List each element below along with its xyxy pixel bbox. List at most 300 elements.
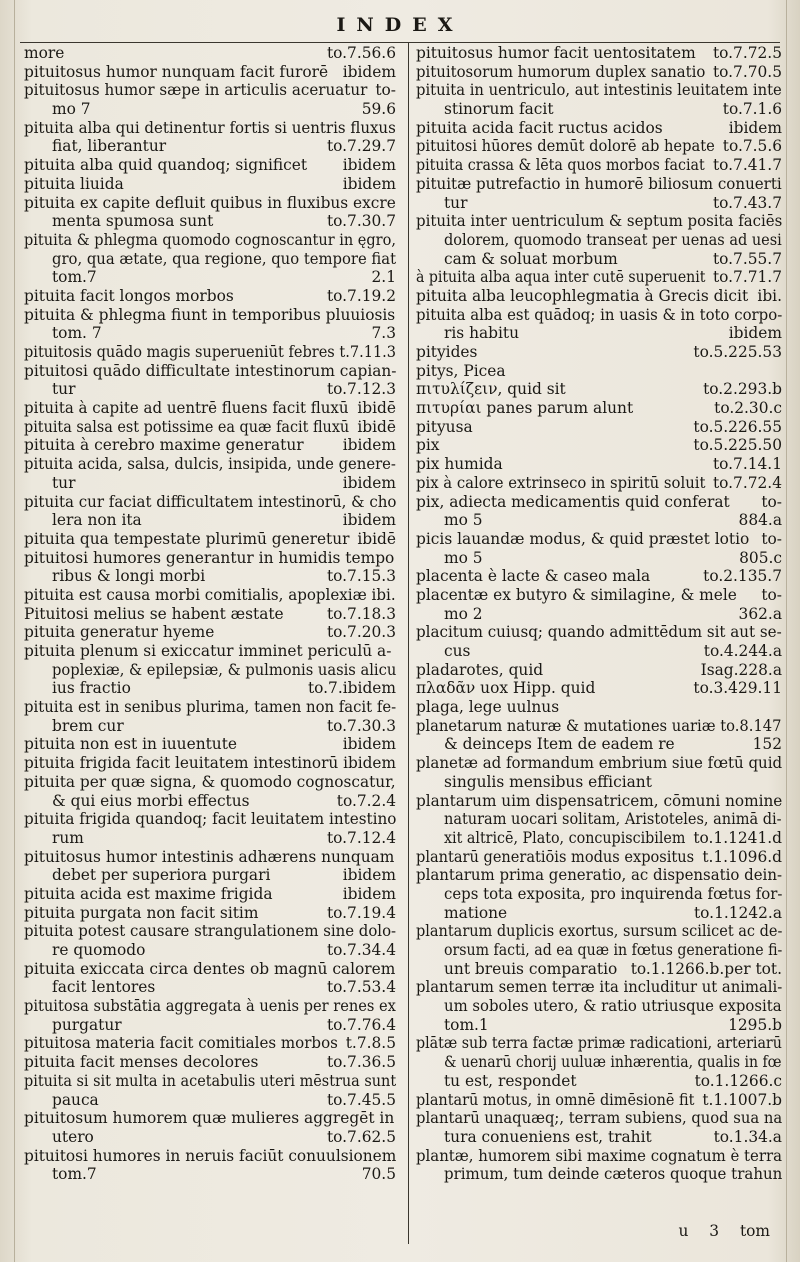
- index-entry-line: [416, 306, 782, 325]
- index-entry-line: [416, 455, 782, 474]
- index-entry-line: [24, 119, 396, 138]
- entry-text: πιτυλίζειν, quid sit: [416, 380, 566, 399]
- entry-text: pituita & phlegma fiunt in temporibus pluuiosis: [24, 305, 396, 324]
- entry-text: & uenarū chorij uuluæ inhærentia, qualis in fœ: [444, 1053, 782, 1072]
- index-entry-line: [24, 1091, 396, 1110]
- entry-text: pituitosus humor facit uentositatem: [416, 44, 696, 62]
- page-footer: [678, 1222, 770, 1240]
- entry-reference: to.2.30.c: [714, 399, 782, 418]
- entry-text: picis lauandæ modus, & quid præstet lotio: [416, 529, 750, 548]
- index-entry-line: [24, 1147, 396, 1166]
- entry-text: pituitosi hūores demūt dolorē ab hepate: [416, 137, 715, 156]
- entry-reference: to.7.19.2: [326, 286, 396, 305]
- index-entry-line: [416, 511, 782, 530]
- entry-reference: to.5.226.55: [693, 417, 782, 436]
- entry-text: singulis mensibus efficiant: [444, 772, 652, 791]
- entry-text: ribus & longi morbi: [52, 567, 206, 586]
- entry-reference: ibidem: [342, 735, 396, 754]
- index-entry-line: [24, 287, 396, 306]
- entry-text: plantarum duplicis exortus, sursum scilicet ac de-: [416, 922, 782, 941]
- entry-reference: 70.5: [361, 1165, 396, 1184]
- entry-text: tur: [444, 193, 468, 212]
- index-entry-line: [416, 44, 782, 63]
- entry-reference: to.7.18.3: [326, 604, 396, 623]
- index-entry-line: [416, 81, 782, 100]
- entry-text: pituitosi humores in neruis faciūt conuulsionem: [24, 1146, 396, 1165]
- entry-text: pituita acida, salsa, dulcis, insipida, unde genere-: [24, 455, 396, 474]
- entry-reference: to-: [761, 492, 782, 511]
- index-entry-line: [416, 1016, 782, 1035]
- entry-reference: to.2.135.7: [703, 567, 782, 586]
- entry-reference: to.7.19.4: [326, 903, 396, 922]
- entry-reference: to.1.1266.c: [694, 1071, 782, 1090]
- entry-text: pituitosus humor nunquam facit furorē: [24, 62, 329, 81]
- index-entry-line: [416, 380, 782, 399]
- entry-text: pituita exiccata circa dentes ob magnū calorem: [24, 959, 396, 978]
- entry-text: pituita in uentriculo, aut intestinis leuitatem inte: [416, 81, 782, 100]
- index-entry-line: [416, 287, 782, 306]
- index-entry-line: [416, 530, 782, 549]
- entry-text: pituita non est in iuuentute: [24, 735, 237, 754]
- entry-reference: ibidē: [357, 529, 396, 548]
- entry-text: pix, adiecta medicamentis quid conferat: [416, 492, 730, 511]
- index-entry-line: [24, 642, 396, 661]
- entry-reference: ibi.: [757, 286, 782, 305]
- index-entry-line: [416, 922, 782, 941]
- entry-reference: ibidem: [342, 866, 396, 885]
- entry-reference: to.7.12.3: [326, 380, 396, 399]
- index-entry-line: [24, 231, 396, 250]
- entry-reference: to.7.15.3: [326, 567, 396, 586]
- entry-text: pituitosorum humorum duplex sanatio: [416, 62, 706, 81]
- entry-text: pituita liuida: [24, 174, 124, 193]
- entry-reference: to.7.55.7: [712, 249, 782, 268]
- entry-text: plantarū motus, in omnē dimēsionē fit: [416, 1090, 695, 1109]
- running-header: INDEX: [336, 14, 464, 36]
- entry-text: dolorem, quomodo transeat per uenas ad uesi: [444, 230, 782, 249]
- index-entry-line: [24, 175, 396, 194]
- index-entry-line: [24, 754, 396, 773]
- entry-text: naturam uocari solitam, Aristoteles, animā di-: [444, 810, 782, 829]
- index-entry-line: [416, 792, 782, 811]
- entry-text: pituita qua tempestate plurimū generetur: [24, 529, 350, 548]
- entry-reference: ibidem: [342, 511, 396, 530]
- index-entry-line: [24, 941, 396, 960]
- index-entry-line: [24, 567, 396, 586]
- index-entry-line: [416, 978, 782, 997]
- entry-reference: t.1.1096.d: [702, 847, 782, 866]
- index-entry-line: [24, 250, 396, 269]
- entry-reference: to.7.62.5: [326, 1127, 396, 1146]
- index-entry-line: [24, 1072, 396, 1091]
- entry-text: pituita est causa morbi comitialis, apoplexiæ ibi.: [24, 585, 396, 604]
- index-entry-line: [24, 1109, 396, 1128]
- index-entry-line: [416, 698, 782, 717]
- entry-text: mo 2: [444, 604, 483, 623]
- entry-text: plantarum uim dispensatricem, cōmuni nomine: [416, 791, 782, 810]
- index-entry-line: [416, 605, 782, 624]
- entry-reference: ibidem: [342, 473, 396, 492]
- index-entry-line: [24, 63, 396, 82]
- entry-text: primum, tum deinde cæteros quoque trahun: [444, 1165, 782, 1184]
- index-entry-line: [416, 250, 782, 269]
- entry-text: pauca: [52, 1090, 99, 1109]
- entry-text: pituita facit menses decolores: [24, 1053, 259, 1072]
- entry-text: pituita cur faciat difficultatem intestinorū, & cho: [24, 492, 396, 511]
- entry-text: pituitosa substātia aggregata à uenis per renes ex: [24, 997, 396, 1016]
- entry-text: Pituitosi melius se habent æstate: [24, 604, 284, 623]
- entry-text: pituita salsa est potissime ea quæ facit fluxū: [24, 417, 350, 436]
- index-entry-line: [24, 455, 396, 474]
- entry-text: tura conueniens est, trahit: [444, 1127, 652, 1146]
- entry-text: pituitosum humorem quæ mulieres aggregēt in: [24, 1109, 395, 1128]
- entry-reference: to.7.12.4: [326, 828, 396, 847]
- entry-reference: to.7.30.7: [326, 212, 396, 231]
- entry-reference: to.7.53.4: [326, 978, 396, 997]
- entry-text: mo 7: [52, 100, 91, 119]
- entry-reference: ibidē: [357, 417, 396, 436]
- index-entry-line: [416, 866, 782, 885]
- index-entry-line: [24, 661, 396, 680]
- index-entry-line: [416, 231, 782, 250]
- entry-reference: ibidem: [728, 118, 782, 137]
- index-entry-line: [416, 362, 782, 381]
- index-entry-line: [24, 773, 396, 792]
- right-index-column: [416, 44, 782, 1184]
- entry-reference: ibidem: [342, 156, 396, 175]
- index-entry-line: [416, 997, 782, 1016]
- entry-text: plantarū generatiōis modus expositus: [416, 847, 695, 866]
- entry-text: pituitosi humores generantur in humidis tempo: [24, 548, 395, 567]
- entry-text: pituitosa materia facit comitiales morbos: [24, 1034, 338, 1053]
- entry-text: utero: [52, 1127, 94, 1146]
- entry-text: pituita facit longos morbos: [24, 286, 234, 305]
- index-entry-line: [416, 194, 782, 213]
- entry-reference: to.7.30.3: [326, 716, 396, 735]
- entry-text: pituitosi quādo difficultate intestinorum capian-: [24, 361, 396, 380]
- entry-text: pituita alba leucophlegmatia à Grecis dicit: [416, 286, 749, 305]
- entry-text: tom.1: [444, 1015, 489, 1034]
- entry-text: pituita frigida quandoq; facit leuitatem intestino: [24, 810, 396, 829]
- index-entry-line: [24, 268, 396, 287]
- entry-reference: ibidem: [342, 62, 396, 81]
- entry-text: matione: [444, 903, 508, 922]
- index-entry-line: [24, 81, 396, 100]
- entry-reference: to.1.1266.b.per tot.: [630, 959, 782, 978]
- entry-reference: to.7.ibidem: [307, 679, 396, 698]
- entry-text: tu est, respondet: [444, 1071, 577, 1090]
- entry-reference: to.7.43.7: [712, 193, 782, 212]
- index-entry-line: [24, 306, 396, 325]
- entry-reference: Isag.228.a: [700, 660, 782, 679]
- entry-text: um soboles utero, & ratio utriusque exposita: [444, 997, 782, 1016]
- index-entry-line: [24, 100, 396, 119]
- entry-reference: to.7.20.3: [326, 623, 396, 642]
- entry-text: pityides: [416, 343, 478, 361]
- entry-text: pituita alba qui detinentur fortis si uentris fluxus: [24, 118, 396, 137]
- index-entry-line: [416, 1109, 782, 1128]
- index-entry-line: [24, 549, 396, 568]
- index-entry-line: [416, 848, 782, 867]
- entry-text: pix: [416, 436, 440, 455]
- entry-text: planetarum naturæ & mutationes uariæ to.8.147: [416, 716, 782, 735]
- index-entry-line: [416, 1165, 782, 1184]
- entry-reference: to.7.70.5: [712, 62, 782, 81]
- index-entry-line: [24, 1165, 396, 1184]
- index-entry-line: [24, 418, 396, 437]
- entry-text: tur: [52, 473, 76, 492]
- entry-text: tom.7: [52, 1165, 97, 1184]
- index-entry-line: [416, 717, 782, 736]
- index-entry-line: [24, 493, 396, 512]
- entry-text: ceps tota exposita, pro inquirenda fœtus for-: [444, 884, 782, 903]
- entry-text: rum: [52, 828, 84, 847]
- entry-text: unt breuis comparatio: [444, 959, 618, 978]
- index-entry-line: [416, 63, 782, 82]
- entry-reference: 884.a: [738, 511, 782, 530]
- index-entry-line: [416, 661, 782, 680]
- entry-text: placentæ ex butyro & similagine, & mele: [416, 585, 737, 604]
- entry-reference: 362.a: [738, 604, 782, 623]
- entry-reference: to.7.45.5: [326, 1090, 396, 1109]
- entry-text: pituita per quæ signa, & quomodo cognoscatur,: [24, 772, 396, 791]
- entry-text: xit altricē, Plato, concupiscibilem: [444, 828, 686, 847]
- entry-text: pituita si sit multa in acetabulis uteri mēstrua sunt: [24, 1071, 396, 1090]
- index-entry-line: [24, 922, 396, 941]
- index-entry-line: [416, 960, 782, 979]
- index-entry-line: [24, 212, 396, 231]
- entry-reference: to.7.72.5: [712, 44, 782, 62]
- entry-reference: ibidem: [342, 174, 396, 193]
- entry-text: plantarū unaquæq;, terram subiens, quod sua na: [416, 1109, 782, 1128]
- entry-reference: to.7.1.6: [722, 100, 782, 119]
- entry-text: & qui eius morbi effectus: [52, 791, 250, 810]
- entry-reference: to.7.34.4: [326, 941, 396, 959]
- entry-text: pituita & phlegma quomodo cognoscantur in ęgro,: [24, 230, 396, 249]
- entry-text: pix humida: [416, 455, 503, 474]
- entry-text: πλαδᾶν uox Hipp. quid: [416, 679, 596, 698]
- entry-text: tom.7: [52, 268, 97, 287]
- index-entry-line: [24, 511, 396, 530]
- entry-reference: 152: [752, 735, 782, 754]
- index-entry-line: [416, 1053, 782, 1072]
- index-entry-line: [24, 810, 396, 829]
- entry-text: & deinceps Item de eadem re: [444, 735, 675, 754]
- entry-reference: 1295.b: [728, 1015, 782, 1034]
- index-entry-line: [416, 100, 782, 119]
- index-entry-line: [416, 1147, 782, 1166]
- entry-text: orsum facti, ad ea quæ in fœtus generatione fi-: [444, 941, 782, 959]
- index-entry-line: [24, 623, 396, 642]
- entry-text: pituitæ putrefactio in humorē biliosum conuerti: [416, 174, 782, 193]
- index-entry-line: [24, 137, 396, 156]
- index-entry-line: [24, 436, 396, 455]
- entry-reference: to.7.5.6: [722, 137, 782, 156]
- index-entry-line: [24, 362, 396, 381]
- entry-text: stinorum facit: [444, 100, 554, 119]
- index-entry-line: [24, 904, 396, 923]
- entry-text: purgatur: [52, 1015, 122, 1034]
- entry-reference: to.7.14.1: [712, 455, 782, 474]
- index-entry-line: [24, 343, 396, 362]
- entry-reference: to.7.36.5: [326, 1053, 396, 1072]
- index-entry-line: [416, 679, 782, 698]
- entry-text: pladarotes, quid: [416, 660, 544, 679]
- entry-text: pituitosis quādo magis superueniūt febres t.7.11.3: [24, 343, 396, 361]
- index-entry-line: [24, 997, 396, 1016]
- entry-reference: 7.3: [371, 324, 396, 343]
- index-entry-line: [24, 1034, 396, 1053]
- entry-reference: to-: [761, 529, 782, 548]
- entry-text: pituita plenum si exiccatur imminet periculū a-: [24, 642, 392, 660]
- entry-text: mo 5: [444, 548, 483, 567]
- index-entry-line: [24, 829, 396, 848]
- entry-text: plantæ, humorem sibi maxime cognatum è terra: [416, 1146, 782, 1165]
- index-entry-line: [416, 829, 782, 848]
- entry-reference: t.1.1007.b: [702, 1090, 782, 1109]
- entry-text: πιτυρίαι panes parum alunt: [416, 399, 634, 418]
- entry-text: facit lentores: [52, 978, 156, 997]
- entry-reference: ibidē: [357, 399, 396, 418]
- index-entry-line: [416, 268, 782, 287]
- index-entry-line: [416, 399, 782, 418]
- index-entry-line: [24, 679, 396, 698]
- entry-text: lera non ita: [52, 511, 142, 530]
- entry-text: pituitosus humor sæpe in articulis aceruatur: [24, 81, 368, 100]
- index-entry-line: [24, 194, 396, 213]
- index-entry-line: [24, 960, 396, 979]
- entry-reference: to.7.2.4: [336, 791, 396, 810]
- left-index-column: [24, 44, 396, 1184]
- entry-text: gro, qua ætate, qua regione, quo tempore fiat: [52, 249, 396, 268]
- index-entry-line: [416, 754, 782, 773]
- entry-text: fiat, liberantur: [52, 137, 167, 156]
- index-entry-line: [24, 1053, 396, 1072]
- entry-reference: to.3.429.11: [693, 679, 782, 698]
- entry-text: pituita ex capite defluit quibus in fluxibus excre: [24, 193, 396, 212]
- entry-text: pituita alba quid quandoq; significet: [24, 156, 308, 175]
- index-entry-line: [416, 418, 782, 437]
- entry-text: debet per superiora purgari: [52, 866, 271, 885]
- index-entry-line: [24, 978, 396, 997]
- entry-text: pituita à capite ad uentrē fluens facit fluxū: [24, 399, 349, 418]
- entry-text: pix à calore extrinseco in spiritū soluit: [416, 473, 706, 492]
- index-entry-line: [416, 810, 782, 829]
- entry-reference: to.1.1242.a: [694, 903, 782, 922]
- index-entry-line: [24, 735, 396, 754]
- entry-text: placitum cuiusq; quando admittēdum sit aut se-: [416, 623, 782, 642]
- index-entry-line: [416, 623, 782, 642]
- index-entry-line: [24, 156, 396, 175]
- entry-text: cus: [444, 642, 471, 660]
- entry-text: menta spumosa sunt: [52, 212, 214, 231]
- left-page-edge: [14, 0, 15, 1262]
- entry-reference: 805.c: [739, 548, 782, 567]
- index-entry-line: [416, 119, 782, 138]
- entry-text: ius fractio: [52, 679, 131, 698]
- index-entry-line: [24, 717, 396, 736]
- entry-text: mo 5: [444, 511, 483, 530]
- entry-reference: to.2.293.b: [703, 380, 782, 399]
- index-entry-line: [416, 735, 782, 754]
- index-entry-line: [24, 605, 396, 624]
- entry-text: planetæ ad formandum embrium siue fœtū quid: [416, 754, 782, 773]
- entry-text: tur: [52, 380, 76, 399]
- entry-text: pituita inter uentriculum & septum posita faciēs: [416, 212, 782, 231]
- entry-text: pituita purgata non facit sitim: [24, 903, 259, 922]
- entry-reference: to.7.72.4: [712, 473, 782, 492]
- index-entry-line: [24, 586, 396, 605]
- index-entry-line: [416, 1072, 782, 1091]
- header-rule: [20, 42, 780, 43]
- index-entry-line: [24, 44, 396, 63]
- entry-reference: 59.6: [361, 100, 396, 119]
- entry-reference: to.7.71.7: [712, 268, 782, 287]
- entry-reference: t.7.8.5: [345, 1034, 396, 1053]
- column-divider: [408, 42, 409, 1244]
- entry-reference: to.7.41.7: [712, 156, 782, 175]
- index-entry-line: [24, 885, 396, 904]
- entry-reference: to.5.225.53: [693, 343, 782, 361]
- index-entry-line: [416, 941, 782, 960]
- index-entry-line: [416, 156, 782, 175]
- entry-reference: ibidem: [728, 324, 782, 343]
- index-entry-line: [24, 848, 396, 867]
- index-entry-line: [24, 324, 396, 343]
- entry-reference: ibidem: [342, 884, 396, 903]
- index-entry-line: [24, 380, 396, 399]
- index-entry-line: [416, 549, 782, 568]
- signature-mark: u 3: [678, 1222, 720, 1240]
- index-entry-line: [24, 698, 396, 717]
- index-entry-line: [416, 1034, 782, 1053]
- entry-reference: to-: [761, 585, 782, 604]
- entry-text: re quomodo: [52, 941, 146, 959]
- index-entry-line: [24, 399, 396, 418]
- entry-text: more: [24, 44, 65, 62]
- entry-reference: ibidem: [342, 436, 396, 455]
- index-entry-line: [24, 792, 396, 811]
- entry-reference: to.5.225.50: [693, 436, 782, 455]
- entry-text: plaga, lege uulnus: [416, 698, 560, 717]
- entry-reference: to-: [375, 81, 396, 100]
- index-entry-line: [416, 567, 782, 586]
- entry-text: pituita acida est maxime frigida: [24, 884, 273, 903]
- index-entry-line: [416, 324, 782, 343]
- entry-text: pituita à cerebro maxime generatur: [24, 436, 304, 455]
- index-entry-line: [24, 530, 396, 549]
- index-entry-line: [416, 175, 782, 194]
- entry-reference: to.1.1241.d: [693, 828, 782, 847]
- entry-text: pituita potest causare strangulationem sine dolo-: [24, 922, 396, 941]
- entry-text: pitys, Picea: [416, 361, 506, 380]
- entry-text: tom. 7: [52, 324, 102, 343]
- entry-reference: to.1.34.a: [713, 1127, 782, 1146]
- entry-reference: to.7.29.7: [326, 137, 396, 156]
- entry-text: poplexiæ, & epilepsiæ, & pulmonis uasis alicu: [52, 660, 396, 679]
- entry-text: pituita alba est quādoq; in uasis & in toto corpo-: [416, 305, 782, 324]
- entry-text: ris habitu: [444, 324, 520, 343]
- index-entry-line: [416, 1091, 782, 1110]
- index-entry-line: [416, 474, 782, 493]
- index-entry-line: [416, 642, 782, 661]
- index-entry-line: [24, 1016, 396, 1035]
- index-entry-line: [416, 436, 782, 455]
- entry-text: pituita frigida facit leuitatem intestinorū ibidem: [24, 754, 396, 773]
- index-entry-line: [416, 773, 782, 792]
- index-entry-line: [24, 866, 396, 885]
- index-entry-line: [24, 474, 396, 493]
